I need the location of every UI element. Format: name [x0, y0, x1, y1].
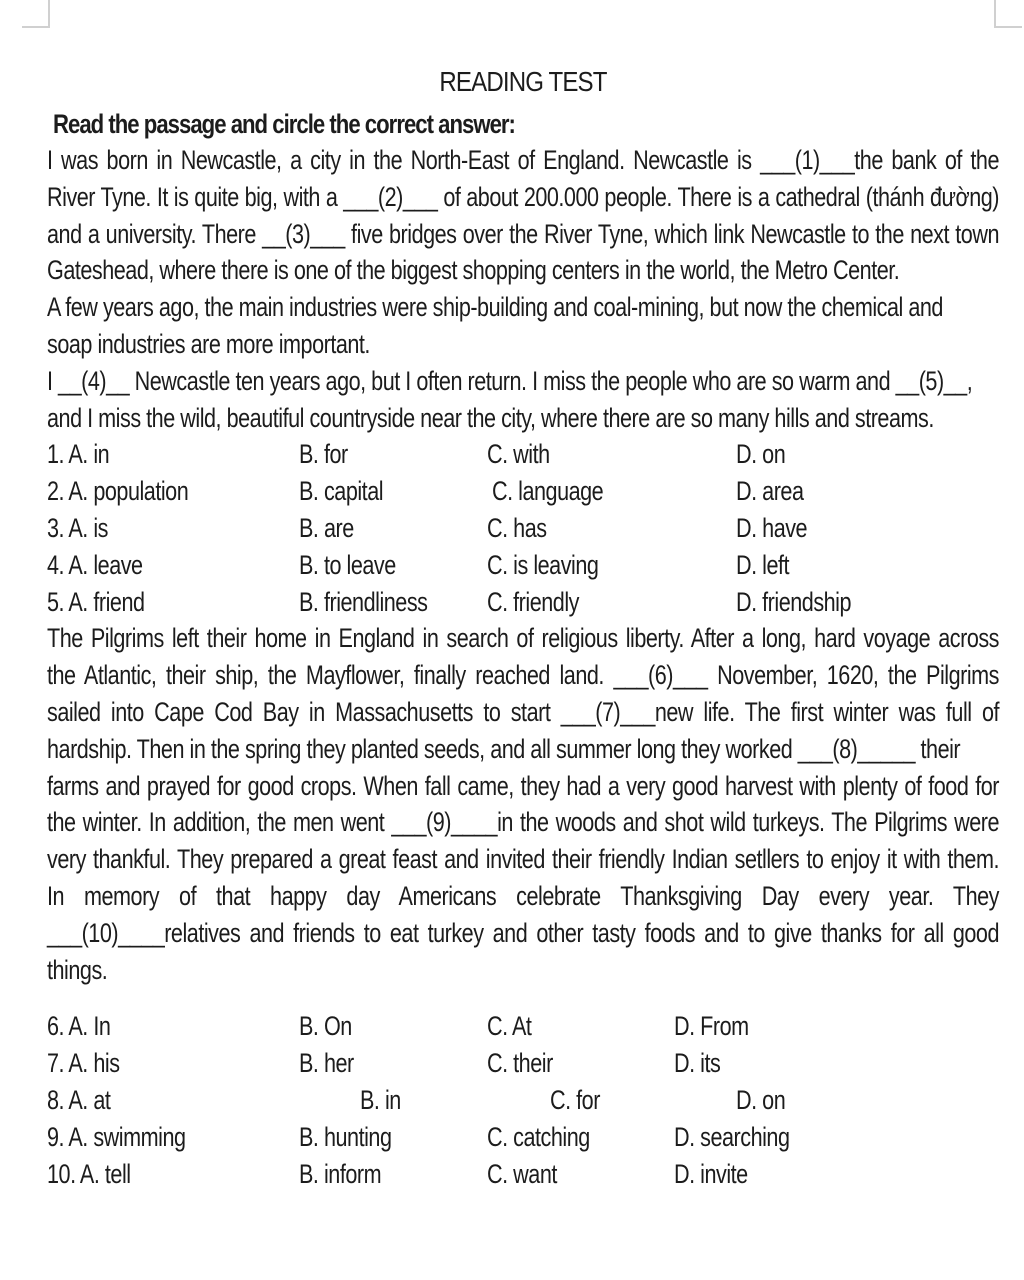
passage-line: The Pilgrims left their home in England in search of religious liberty. After a long, hard voyage across	[47, 623, 999, 654]
document-page	[47, 64, 999, 1192]
passage-line: very thankful. They prepared a great feast and invited their friendly Indian setllers to enjoy it with them.	[47, 844, 999, 875]
instruction-text: Read the passage and circle the correct answer:	[53, 109, 515, 139]
option-a[interactable]: 2. A. population	[47, 476, 189, 507]
option-d[interactable]: D. on	[736, 1084, 786, 1115]
passage-line: soap industries are more important.	[47, 328, 370, 359]
passage-line: ___(10)____relatives and friends to eat turkey and other tasty foods and to give thanks for all good	[47, 917, 999, 948]
option-c[interactable]: C. with	[487, 439, 550, 470]
option-a[interactable]: 7. A. his	[47, 1048, 120, 1079]
passage-line: In memory of that happy day Americans celebrate Thanksgiving Day every year. They	[47, 880, 999, 911]
option-b[interactable]: B. in	[360, 1084, 401, 1115]
question-row	[47, 584, 999, 621]
option-b[interactable]: B. are	[299, 512, 354, 543]
question-row	[47, 1119, 999, 1156]
question-set-2	[47, 1008, 999, 1192]
passage-line: farms and prayed for good crops. When fall came, they had a very good harvest with plenty of food for	[47, 770, 999, 801]
question-row	[47, 510, 999, 547]
passage-line: I was born in Newcastle, a city in the North-East of England. Newcastle is ___(1)___the bank of the	[47, 145, 999, 175]
option-d[interactable]: D. friendship	[736, 586, 852, 617]
option-d[interactable]: D. invite	[674, 1158, 748, 1189]
option-a[interactable]: 5. A. friend	[47, 586, 145, 617]
question-row	[47, 1082, 999, 1119]
option-c[interactable]: C. language	[492, 476, 604, 507]
option-b[interactable]: B. capital	[299, 476, 384, 507]
option-c[interactable]: C. for	[550, 1084, 600, 1115]
option-c[interactable]: C. want	[487, 1158, 557, 1189]
option-d[interactable]: D. area	[736, 476, 804, 507]
passage-line: I __(4)__ Newcastle ten years ago, but I often return. I miss the people who are so warm and __(5)__,	[47, 365, 973, 396]
option-a[interactable]: 3. A. is	[47, 512, 108, 543]
option-a[interactable]: 1. A. in	[47, 439, 110, 470]
option-a[interactable]: 8. A. at	[47, 1084, 111, 1115]
question-set-1	[47, 436, 999, 620]
option-b[interactable]: B. On	[299, 1011, 352, 1042]
option-d[interactable]: D. From	[674, 1011, 749, 1042]
option-c[interactable]: C. At	[487, 1011, 532, 1042]
option-d[interactable]: D. on	[736, 439, 786, 470]
option-c[interactable]: C. is leaving	[487, 549, 599, 580]
option-b[interactable]: B. her	[299, 1048, 354, 1079]
passage-line: things.	[47, 954, 108, 985]
question-row	[47, 436, 999, 473]
passage-newcastle	[47, 142, 999, 436]
page-corner-mark-left	[22, 0, 50, 28]
question-row	[47, 473, 999, 510]
page-title: READING TEST	[439, 66, 607, 97]
question-row	[47, 1045, 999, 1082]
option-d[interactable]: D. its	[674, 1048, 721, 1079]
option-a[interactable]: 9. A. swimming	[47, 1121, 186, 1152]
question-row	[47, 1156, 999, 1193]
option-b[interactable]: B. friendliness	[299, 586, 428, 617]
spacer	[47, 988, 999, 1008]
passage-line: and a university. There __(3)___ five bridges over the River Tyne, which link Newcastle to the next town	[47, 218, 999, 249]
passage-line: sailed into Cape Cod Bay in Massachusetts to start ___(7)___new life. The first winter was full of	[47, 696, 999, 727]
option-c[interactable]: C. friendly	[487, 586, 579, 617]
option-c[interactable]: C. their	[487, 1048, 553, 1079]
option-c[interactable]: C. catching	[487, 1121, 590, 1152]
option-d[interactable]: D. searching	[674, 1121, 790, 1152]
option-a[interactable]: 4. A. leave	[47, 549, 143, 580]
question-row	[47, 1008, 999, 1045]
option-d[interactable]: D. left	[736, 549, 790, 580]
passage-line: the Atlantic, their ship, the Mayflower, finally reached land. ___(6)___ November, 1620, the Pilgrims	[47, 660, 999, 691]
option-a[interactable]: 10. A. tell	[47, 1158, 131, 1189]
option-b[interactable]: B. hunting	[299, 1121, 392, 1152]
passage-line: the winter. In addition, the men went ___(9)____in the woods and shot wild turkeys. The Pilgrims were	[47, 807, 999, 838]
option-b[interactable]: B. for	[299, 439, 348, 470]
passage-line: A few years ago, the main industries were ship-building and coal-mining, but now the chemical and	[47, 292, 943, 323]
option-a[interactable]: 6. A. In	[47, 1011, 111, 1042]
option-d[interactable]: D. have	[736, 512, 808, 543]
question-row	[47, 547, 999, 584]
passage-pilgrims	[47, 620, 999, 988]
option-b[interactable]: B. inform	[299, 1158, 382, 1189]
passage-line: Gateshead, where there is one of the biggest shopping centers in the world, the Metro Center.	[47, 255, 900, 286]
passage-line: River Tyne. It is quite big, with a ___(2)___ of about 200.000 people. There is a cathedral (thánh đường)	[47, 181, 999, 212]
option-b[interactable]: B. to leave	[299, 549, 396, 580]
passage-line: and I miss the wild, beautiful countryside near the city, where there are so many hills and streams.	[47, 402, 934, 433]
option-c[interactable]: C. has	[487, 512, 547, 543]
passage-line: hardship. Then in the spring they planted seeds, and all summer long they worked ___(8)_____ their	[47, 733, 961, 764]
page-corner-mark-right	[994, 0, 1022, 28]
